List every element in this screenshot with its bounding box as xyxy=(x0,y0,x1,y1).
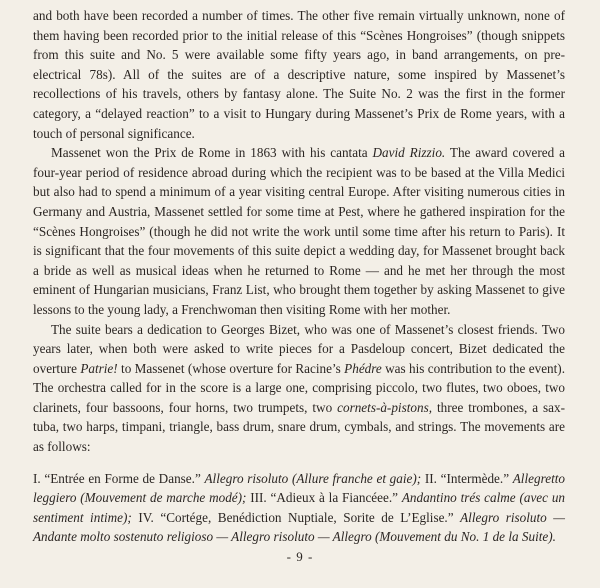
text-run: The suite bears a dedication to Georges Bizet, who was one of Massenet’s closest friends. Two years later, when both were asked to write pieces for a Pasdeloup concert, Bizet dedicated the overture xyxy=(33,321,565,376)
italic-text: Allegretto leggiero (Mouvement de marche modé); xyxy=(33,470,565,506)
text-run: was his contribution to the event). The orchestra called for in the score is a large one, comprising piccolo, two flutes, two oboes, two clarinets, four bassoons, four horns, two trumpets, two xyxy=(33,360,565,415)
text-run: The award covered a four-year period of residence abroad during which the recipient was to be based at the Villa Medici but also had to spend a minimum of a year visiting central Europe. After visiting numerous cities in Germany and Austria, Massenet settled for some time at Pest, where he gathered inspiration for the “Scènes Hongroises” (though he did not write the work until some time after his return to Paris). It is significant that the four movements of this suite depict a wedding day, for Massenet brought back a bride as well as musical ideas when he returned to Rome — and he met her through the most eminent of Hungarian musicians, Franz List, who brought them together by asking Massenet to give lessons to the young lady, a Frenchwoman then visiting Rome with her mother. xyxy=(33,145,565,317)
paragraph-2 xyxy=(33,143,565,319)
italic-text: Patrie! xyxy=(80,360,118,376)
text-run: and both have been recorded a number of times. The other five remain virtually unknown, none of them having been recorded prior to the initial release of this “Scènes Hongroises” (though snippets from this suite and No. 5 were available some fifty years ago, in band arrangements, on pre-electrical 78s). All of the suites are of a descriptive nature, some inspired by Massenet’s recollections of his travels, others by fantasy alone. The Suite No. 2 was the first in the former category, a “delayed reaction” to a visit to Hungary during Massenet’s Prix de Rome years, with a touch of personal significance. xyxy=(33,8,565,141)
italic-text: cornets-à-pistons, xyxy=(337,399,432,415)
text-run: three trombones, a sax-tuba, two harps, timpani, triangle, bass drum, snare drum, cymbals, and strings. The movements are as follows: xyxy=(33,399,565,455)
paragraph-1 xyxy=(33,6,565,143)
text-run: III. “Adieux à la Fiancéee.” xyxy=(246,490,402,506)
movements-list xyxy=(33,469,565,547)
body-text xyxy=(33,6,565,547)
text-run: to Massenet (whose overture for Racine’s xyxy=(117,360,345,376)
italic-text: Allegro risoluto — Andante molto sostenuto religioso — Allegro risoluto — Allegro (Mouvement du No. 1 de la Suite). xyxy=(33,509,565,545)
italic-text: Phédre xyxy=(344,360,382,376)
italic-text: Andantino trés calme (avec un sentiment intime); xyxy=(33,490,566,525)
paragraph-3 xyxy=(33,320,565,457)
italic-text: Allegro risoluto (Allure franche et gaie); xyxy=(204,470,422,486)
text-run: IV. “Cortége, Benédiction Nuptiale, Sorite de L’Eglise.” xyxy=(131,509,461,525)
text-run: Massenet won the Prix de Rome in 1863 with his cantata xyxy=(51,145,373,161)
text-run: II. “Intermède.” xyxy=(421,470,513,486)
text-run: I. “Entrée en Forme de Danse.” xyxy=(33,470,205,486)
italic-text: David Rizzio. xyxy=(372,145,446,161)
page-number: - 9 - xyxy=(286,549,314,564)
